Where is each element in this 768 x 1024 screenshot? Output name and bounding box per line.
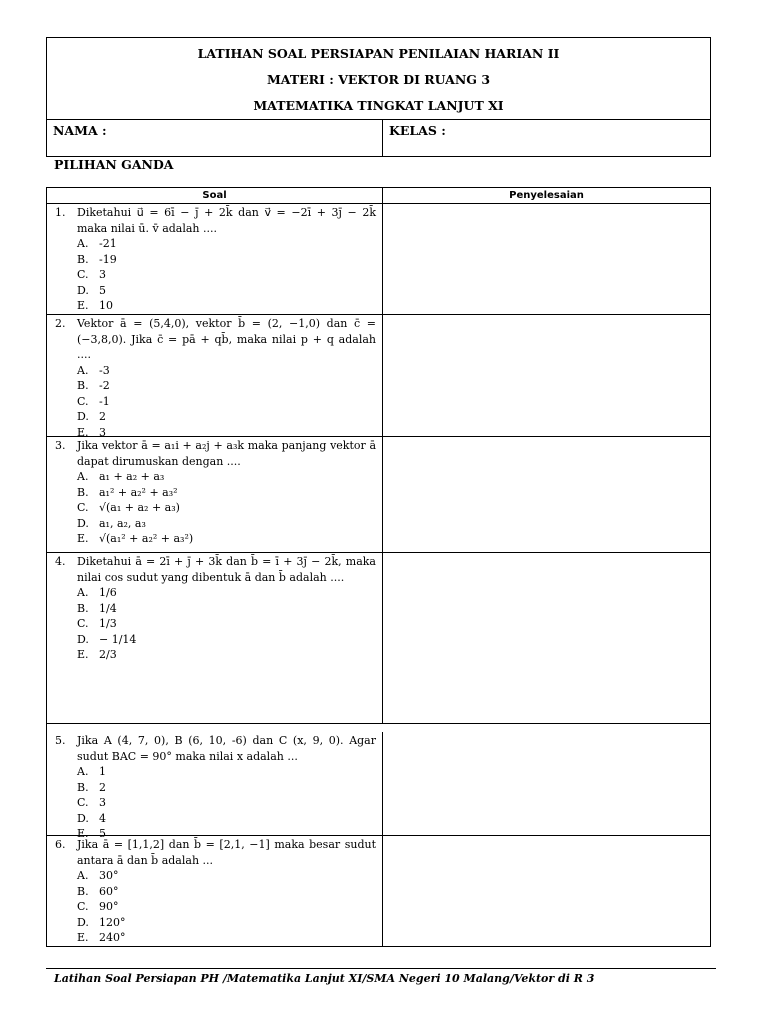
footer-text: Latihan Soal Persiapan PH /Matematika Lanjut XI/SMA Negeri 10 Malang/Vektor di R 3: [54, 972, 595, 985]
answer-option[interactable]: A. -3: [77, 363, 110, 377]
question-stem: Diketahui u⃗ = 6ī − j̄ + 2k̄ dan v⃗ = −2ī + 3j̄ − 2k̄ maka nilai ū. v̄ adalah ....: [77, 206, 376, 235]
answer-option[interactable]: A. 1/6: [77, 586, 117, 599]
answer-option[interactable]: E. 2/3: [77, 648, 117, 661]
header-title-3: MATEMATIKA TINGKAT LANJUT XI: [253, 98, 504, 113]
question-number: 6.: [55, 838, 66, 851]
question-stem: Vektor ā = (5,4,0), vektor b̄ = (2, −1,0) dan c̄ = (−3,8,0). Jika c̄ = pā + qb̄, maka nilai p + q adalah ....: [77, 317, 376, 361]
answer-option[interactable]: C. 3: [77, 268, 106, 281]
answer-option[interactable]: E. √(a₁² + a₂² + a₃²): [77, 532, 194, 545]
answer-option[interactable]: D. 5: [77, 283, 106, 297]
question-stem: Jika ā = [1,1,2] dan b̄ = [2,1, −1] maka besar sudut antara ā dan b̄ adalah ...: [77, 838, 376, 867]
question-cell: [47, 437, 383, 552]
solution-cell[interactable]: [383, 315, 710, 436]
answer-option[interactable]: B. 2: [77, 780, 106, 794]
answer-option[interactable]: B. -2: [77, 379, 110, 392]
table-row: [47, 204, 710, 315]
answer-option[interactable]: A. 1: [77, 765, 106, 778]
question-table: [46, 187, 711, 947]
question-number: 4.: [55, 555, 66, 568]
question-number: 3.: [55, 439, 66, 452]
solution-cell[interactable]: [383, 836, 710, 946]
question-cell: [47, 553, 383, 723]
answer-option[interactable]: A. 30°: [77, 869, 119, 882]
solution-cell[interactable]: [383, 553, 710, 723]
answer-option[interactable]: D. 120°: [77, 915, 126, 929]
header-box: [46, 37, 711, 157]
answer-option[interactable]: B. -19: [77, 252, 117, 266]
answer-option[interactable]: C. √(a₁ + a₂ + a₃): [77, 501, 180, 514]
column-header-penyelesaian: Penyelesaian: [509, 190, 584, 201]
student-info-row: [47, 120, 710, 156]
answer-option[interactable]: D. a₁, a₂, a₃: [77, 516, 146, 530]
header-title-2: MATERI : VEKTOR DI RUANG 3: [266, 72, 491, 87]
answer-option[interactable]: E. 10: [77, 299, 113, 312]
name-field[interactable]: NAMA :: [47, 120, 383, 156]
table-row: [47, 724, 710, 840]
answer-option[interactable]: A. -21: [77, 237, 117, 250]
answer-option[interactable]: C. -1: [77, 394, 110, 408]
table-header-row: [47, 188, 710, 204]
section-title: PILIHAN GANDA: [54, 157, 174, 172]
footer-divider: [46, 968, 716, 969]
answer-option[interactable]: C. 3: [77, 796, 106, 809]
answer-option[interactable]: A. a₁ + a₂ + a₃: [77, 470, 165, 483]
answer-option[interactable]: E. 5: [77, 827, 106, 840]
answer-option[interactable]: D. 4: [77, 811, 106, 825]
answer-option[interactable]: C. 90°: [77, 900, 119, 913]
question-cell: [47, 204, 383, 314]
answer-option[interactable]: E. 3: [77, 425, 106, 439]
question-number: 5.: [55, 734, 66, 747]
answer-option[interactable]: B. 1/4: [77, 601, 117, 615]
question-number: 1.: [55, 206, 66, 219]
table-row: [47, 836, 710, 946]
answer-option[interactable]: C. 1/3: [77, 617, 117, 630]
question-number: 2.: [55, 317, 66, 330]
question-stem: Diketahui ā = 2ī + j̄ + 3k̄ dan b̄ = ī + 3j̄ − 2k̄, maka nilai cos sudut yang dibentuk ā dan b̄ adalah ....: [77, 555, 376, 584]
answer-option[interactable]: B. 60°: [77, 884, 119, 898]
header-titles: [47, 38, 710, 120]
solution-cell[interactable]: [383, 204, 710, 314]
table-row: [47, 553, 710, 724]
column-header-soal: Soal: [47, 188, 383, 203]
solution-cell[interactable]: [383, 437, 710, 552]
header-title-1: LATIHAN SOAL PERSIAPAN PENILAIAN HARIAN II: [197, 46, 560, 61]
question-stem: Jika vektor ā = a₁i + a₂j + a₃k maka panjang vektor ā dapat dirumuskan dengan ....: [77, 439, 376, 468]
question-cell: [47, 732, 383, 840]
table-row: [47, 437, 710, 553]
question-cell: [47, 836, 383, 946]
answer-option[interactable]: D. 2: [77, 410, 106, 423]
answer-option[interactable]: D. − 1/14: [77, 632, 137, 646]
solution-cell[interactable]: [383, 732, 710, 835]
question-cell: [47, 315, 383, 439]
answer-option[interactable]: E. 240°: [77, 931, 126, 944]
table-row: [47, 315, 710, 437]
question-stem: Jika A (4, 7, 0), B (6, 10, -6) dan C (x, 9, 0). Agar sudut BAC = 90° maka nilai x adalah ...: [77, 734, 376, 763]
answer-option[interactable]: B. a₁² + a₂² + a₃²: [77, 485, 178, 499]
class-field[interactable]: KELAS :: [389, 123, 446, 138]
